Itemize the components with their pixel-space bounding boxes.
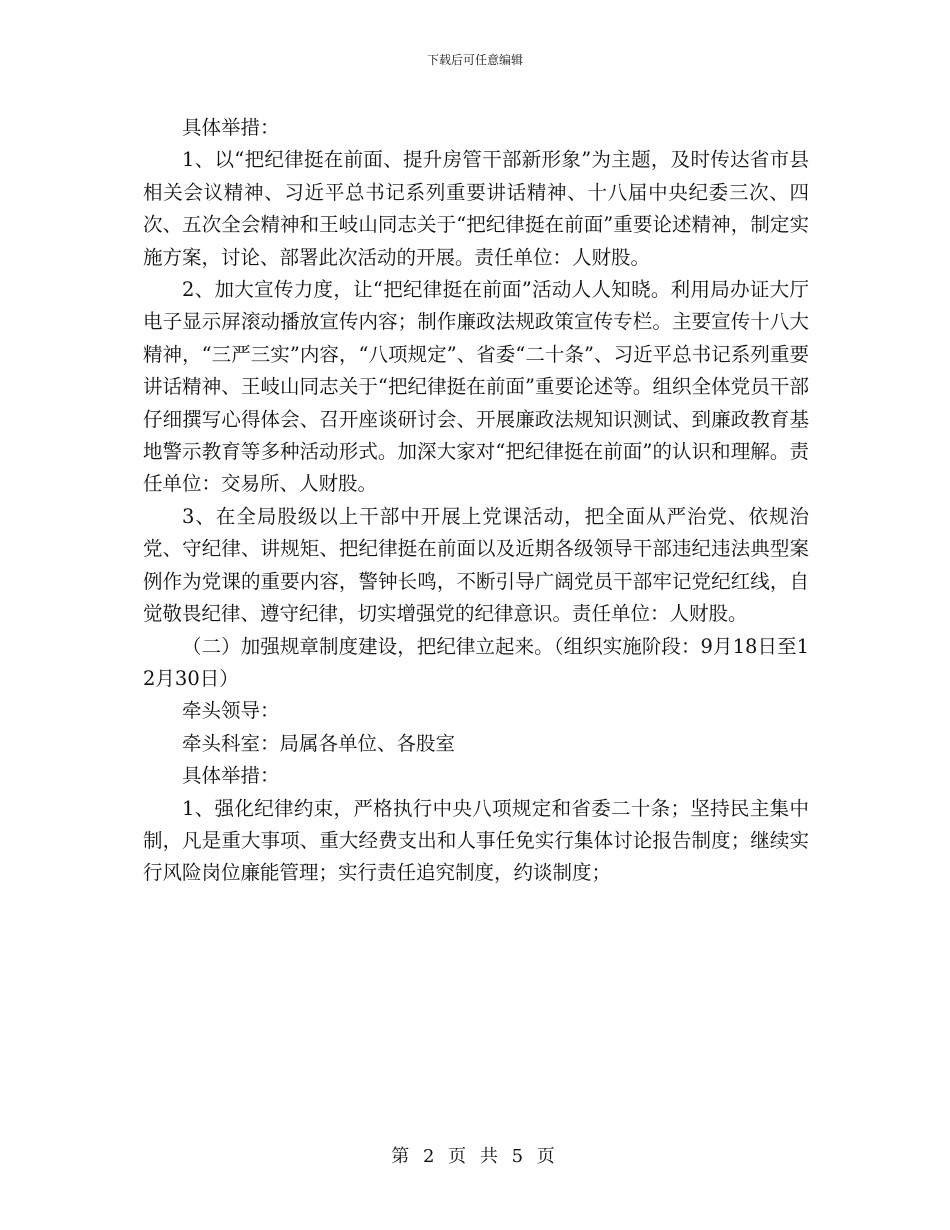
paragraph-lead-leader: 牵头领导： [182,699,280,723]
paragraph-measure-1: 1、以“把纪律挺在前面、提升房管干部新形象”为主题，及时传达省市县相关会议精神、习近平总书记系列重要讲话精神、十八届中央纪委三次、四次、五次全会精神和王岐山同志关于“把纪律挺在前面”重要论述精神，制定实施方案，讨论、部署此次活动的开展。责任单位：人财股。 [143,148,809,269]
paragraph-measure-1b: 1、强化纪律约束，严格执行中央八项规定和省委二十条；坚持民主集中制，凡是重大事项、重大经费支出和人事任免实行集体讨论报告制度；继续实行风险岗位廉能管理；实行责任追究制度，约谈制度； [143,796,809,885]
paragraph-lead-department: 牵头科室：局属各单位、各股室 [182,731,456,755]
paragraph-measures-heading-2: 具体举措： [182,764,280,788]
page-number-footer: 第 2 页 共 5 页 [391,1146,559,1167]
paragraph-measures-heading: 具体举措： [182,116,280,139]
paragraph-section-2-heading: （二）加强规章制度建设，把纪律立起来。（组织实施阶段：9月18日至12月30日） [143,634,809,690]
document-body [143,112,809,890]
page-header: 下载后可任意编辑 [426,53,523,67]
paragraph-measure-3: 3、在全局股级以上干部中开展上党课活动，把全面从严治党、依规治党、守纪律、讲规矩、把纪律挺在前面以及近期各级领导干部违纪违法典型案例作为党课的重要内容，警钟长鸣，不断引导广阔党员干部牢记党纪红线，自觉敬畏纪律、遵守纪律，切实增强党的纪律意识。责任单位：人财股。 [143,504,809,626]
paragraph-measure-2: 2、加大宣传力度，让“把纪律挺在前面”活动人人知晓。利用局办证大厅电子显示屏滚动播放宣传内容；制作廉政法规政策宣传专栏。主要宣传十八大精神，“三严三实”内容，“八项规定”、省委“二十条”、习近平总书记系列重要讲话精神、王岐山同志关于“把纪律挺在前面”重要论述等。组织全体党员干部仔细撰写心得体会、召开座谈研讨会、开展廉政法规知识测试、到廉政教育基地警示教育等多种活动形式。加深大家对“把纪律挺在前面”的认识和理解。责任单位：交易所、人财股。 [143,278,809,496]
